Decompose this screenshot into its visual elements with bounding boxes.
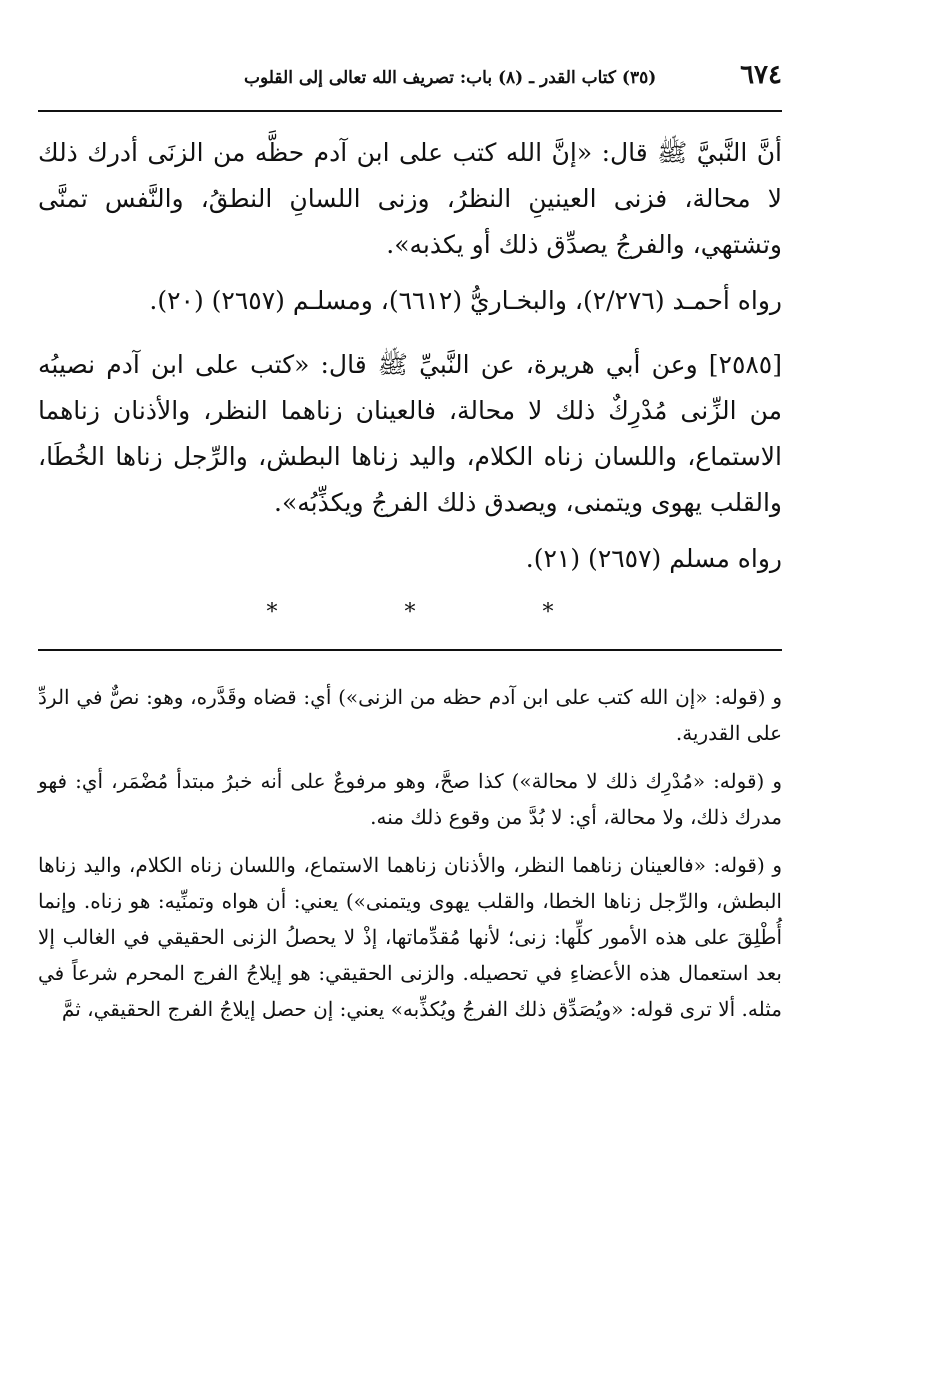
running-title: (٣٥) كتاب القدر ـ (٨) باب: تصريف الله تعالى إلى القلوب bbox=[244, 68, 657, 88]
hadith-paragraph: [٢٥٨٥] وعن أبي هريرة، عن النَّبيِّ ﷺ قال: «كتب على ابن آدم نصيبُه من الزِّنى مُدْرِكٌ ذلك لا محالة، فالعينان زناهما النظر، والأذنان زناهما الاستماع، واللسان زناه الكلام، واليد زناها البطش، والرِّجل زناها الخُطَا، والقلب يهوى ويتمنى، ويصدق ذلك الفرجُ ويكذِّبُه». bbox=[38, 350, 782, 517]
page-number: ٦٧٤ bbox=[740, 60, 782, 90]
commentary-paragraph: و (قوله: «فالعينان زناهما النظر، والأذنان زناهما الاستماع، واللسان زناه الكلام، واليد زناها البطش، والرِّجل زناها الخطا، والقلب يهوى ويتمنى») يعني: أن هواه وتمنِّيه: هو زناه. وإنما أُطْلِقَ على هذه الأمور كلِّها: زنى؛ لأنها مُقدِّماتها، إذْ لا يحصلُ الزنى الحقيقي في الغالب إلا بعد استعمال هذه الأعضاءِ في تحصيله. والزنى الحقيقي: هو إيلاجُ الفرج المحرم شرعاً في مثله. ألا ترى قوله: «ويُصَدِّق ذلك الفرجُ ويُكذِّبه» يعني: إن حصل إيلاجُ الفرج الحقيقي، ثمَّ bbox=[38, 853, 782, 1021]
page-header bbox=[38, 60, 782, 112]
commentary-paragraph: و (قوله: «مُدْرِك ذلك لا محالة») كذا صحَّ، وهو مرفوعٌ على أنه خبرُ مبتدأ مُضْمَر، أي: فهو مدرك ذلك، ولا محالة، أي: لا بُدَّ من وقوع ذلك منه. bbox=[38, 769, 782, 829]
book-page bbox=[38, 60, 782, 1320]
source-reference: رواه مسلم (٢٦٥٧) (٢١). bbox=[525, 544, 782, 573]
main-text bbox=[38, 130, 782, 625]
commentary-paragraph: و (قوله: «إن الله كتب على ابن آدم حظه من الزنى») أي: قضاه وقَدَّره، وهو: نصٌّ في الردِّ على القدرية. bbox=[38, 685, 782, 745]
commentary bbox=[38, 679, 782, 1027]
source-reference: رواه أحمـد (٢/٢٧٦)، والبخـاريُّ (٦٦١٢)، ومسلـم (٢٦٥٧) (٢٠). bbox=[149, 286, 782, 315]
separator-stars: * * * bbox=[266, 600, 614, 625]
footnote-divider bbox=[38, 649, 782, 651]
hadith-paragraph: أنَّ النَّبيَّ ﷺ قال: «إنَّ الله كتب على ابن آدم حظَّه من الزنَى أدرك ذلك لا محالة، فزنى العينينِ النظرُ، وزنى اللسانِ النطقُ، والنَّفس تمنَّى وتشتهي، والفرجُ يصدِّق ذلك أو يكذبه». bbox=[38, 138, 782, 259]
